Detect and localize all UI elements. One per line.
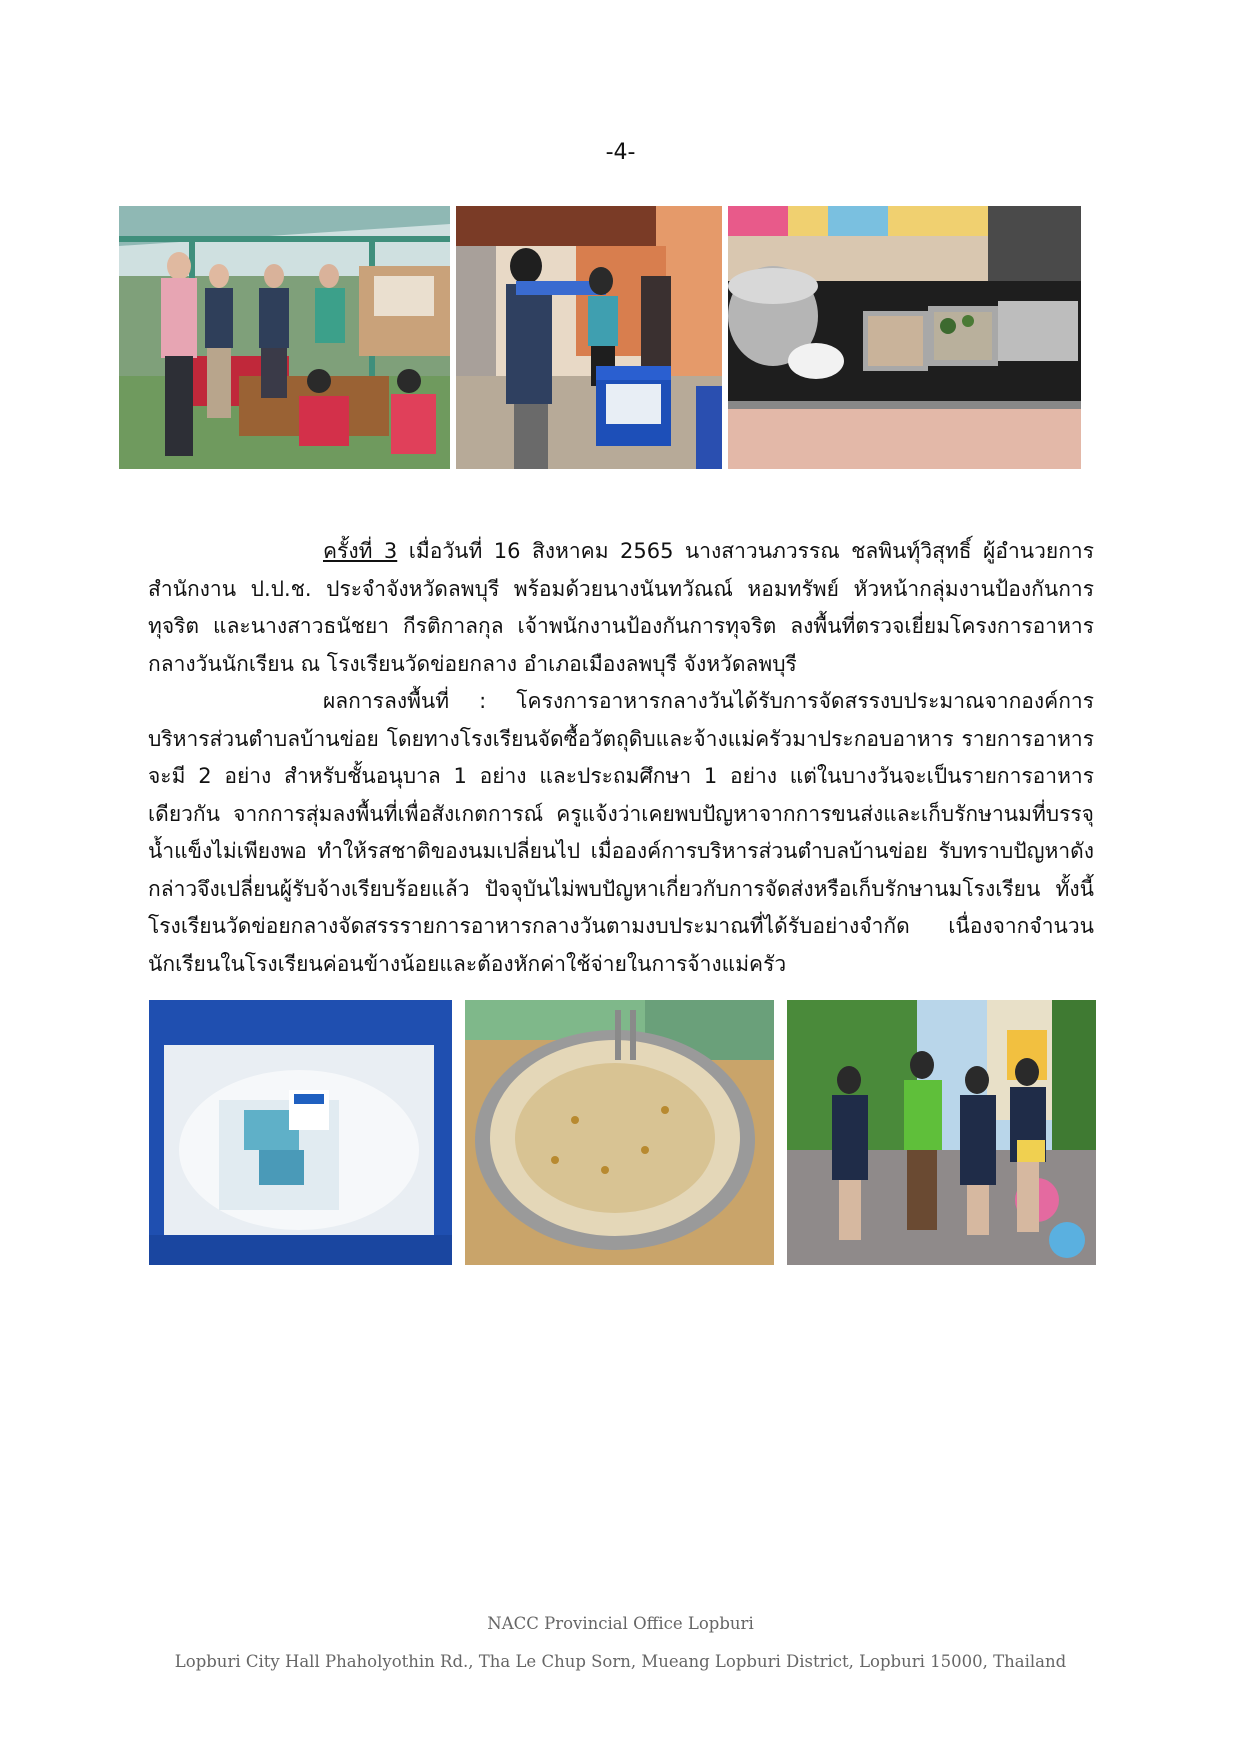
footer-office-name: NACC Provincial Office Lopburi: [487, 1614, 754, 1633]
photo-milk-in-ice: [149, 1000, 452, 1265]
photo-officials-with-students: [119, 206, 450, 469]
page-number: -4-: [605, 140, 636, 165]
paragraph-results: [148, 683, 1094, 983]
results-description: ผลการลงพื้นที่ : โครงการอาหารกลางวันได้รับการจัดสรรงบประมาณจากองค์การบริหารส่วนตำบลบ้านข่อย โดยทางโรงเรียนจัดซื้อวัตถุดิบและจ้างแม่ครัวมาประกอบอาหาร รายการอาหารจะมี 2 อย่าง สำหรับชั้นอนุบาล 1 อย่าง และประถมศึกษา 1 อย่าง แต่ในบางวันจะเป็นรายการอาหารเดียวกัน จากการสุ่มลงพื้นที่เพื่อสังเกตการณ์ ครูแจ้งว่าเคยพบปัญหาจากการขนส่งและเก็บรักษานมที่บรรจุน้ำแข็งไม่เพียงพอ ทำให้รสชาติของนมเปลี่ยนไป เมื่อองค์การบริหารส่วนตำบลบ้านข่อย รับทราบปัญหาดังกล่าวจึงเปลี่ยนผู้รับจ้างเรียบร้อยแล้ว ปัจจุบันไม่พบปัญหาเกี่ยวกับการจัดส่งหรือเก็บรักษานมโรงเรียน ทั้งนี้ โรงเรียนวัดข่อยกลางจัดสรรรายการอาหารกลางวันตามงบประมาณที่ได้รับอย่างจำกัด เนื่องจากจำนวนนักเรียนในโรงเรียนค่อนข้างน้อยและต้องหักค่าใช้จ่ายในการจ้างแม่ครัว: [148, 689, 1094, 976]
visit-label: ครั้งที่ 3: [323, 539, 398, 563]
footer-address: Lopburi City Hall Phaholyothin Rd., Tha Le Chup Sorn, Mueang Lopburi District, Lopburi 15000, Thailand: [174, 1652, 1067, 1671]
photo-noodle-dish: [465, 1000, 774, 1265]
paragraph-visit-3: [148, 533, 1094, 683]
body-text: [148, 533, 1094, 983]
visit-description: เมื่อวันที่ 16 สิงหาคม 2565 นางสาวนภวรรณ ชลพินทุ์วิสุทธิ์ ผู้อำนวยการสำนักงาน ป.ป.ช. ประจำจังหวัดลพบุรี พร้อมด้วยนางนันทวัณณ์ หอมทรัพย์ หัวหน้ากลุ่มงานป้องกันการทุจริต และนางสาวธนัชยา กีรติกาลกุล เจ้าพนักงานป้องกันการทุจริต ลงพื้นที่ตรวจเยี่ยมโครงการอาหารกลางวันนักเรียน ณ โรงเรียนวัดข่อยกลาง อำเภอเมืองลพบุรี จังหวัดลพบุรี: [148, 539, 1095, 676]
photo-food-trays: [728, 206, 1081, 469]
photo-milk-cooler-inspection: [456, 206, 722, 469]
photo-group-standing: [787, 1000, 1096, 1265]
